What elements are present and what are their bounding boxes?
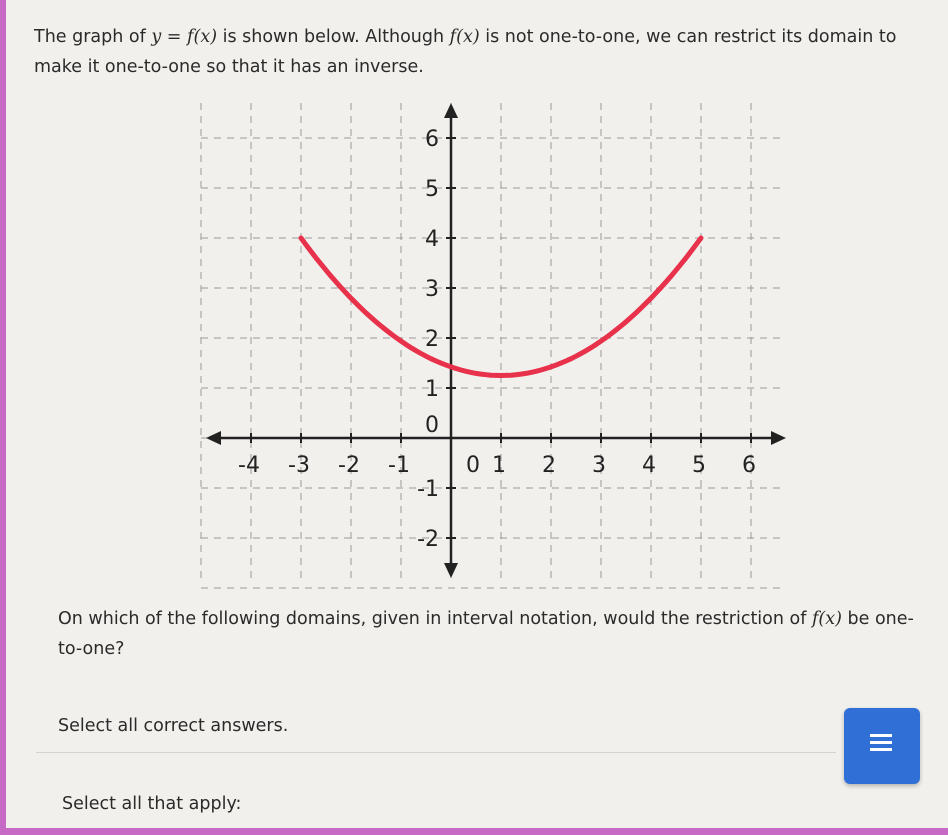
function-graph: [186, 98, 786, 598]
question-text: [58, 604, 938, 664]
question-function: f(x): [811, 609, 842, 629]
problem-intro: [34, 22, 914, 82]
divider: [36, 752, 836, 753]
notes-button[interactable]: [844, 708, 920, 784]
y-tick-label: 1: [425, 377, 439, 402]
intro-function: f(x): [449, 27, 480, 47]
grid-lines: [201, 103, 781, 588]
y-tick-label: 0: [425, 413, 439, 438]
x-tick-label: 4: [642, 453, 656, 478]
x-tick-label: 2: [542, 453, 556, 478]
intro-text-2: is shown below. Although: [217, 27, 450, 47]
y-tick-label: -1: [417, 477, 439, 502]
question-text-2: be one-to-one?: [58, 609, 914, 659]
x-tick-label: 1: [492, 453, 506, 478]
y-tick-label: -2: [417, 527, 439, 552]
x-tick-label: 6: [742, 453, 756, 478]
y-tick-label: 3: [425, 277, 439, 302]
x-tick-label: -3: [288, 453, 310, 478]
y-tick-label: 4: [425, 227, 439, 252]
tick-labels: [238, 127, 756, 552]
x-tick-label: 3: [592, 453, 606, 478]
problem-card: [6, 0, 948, 828]
x-tick-label: -4: [238, 453, 260, 478]
question-text-1: On which of the following domains, given in interval notation, would the restriction of: [58, 609, 812, 629]
select-all-label: Select all that apply:: [62, 794, 242, 814]
intro-text-1: The graph of: [34, 27, 152, 47]
y-tick-label: 6: [425, 127, 439, 152]
notes-icon: [870, 734, 892, 755]
x-tick-label: -1: [388, 453, 410, 478]
instructions: Select all correct answers.: [58, 716, 289, 736]
x-tick-label: 5: [692, 453, 706, 478]
intro-text-3: is not one-to-one, we can restrict its domain to make it one-to-one so that it has an inverse.: [34, 27, 897, 77]
y-tick-label: 5: [425, 177, 439, 202]
x-tick-label: -2: [338, 453, 360, 478]
x-tick-label: 0: [466, 453, 480, 478]
axes: [206, 103, 786, 578]
y-tick-label: 2: [425, 327, 439, 352]
intro-equation: y = f(x): [151, 27, 218, 47]
